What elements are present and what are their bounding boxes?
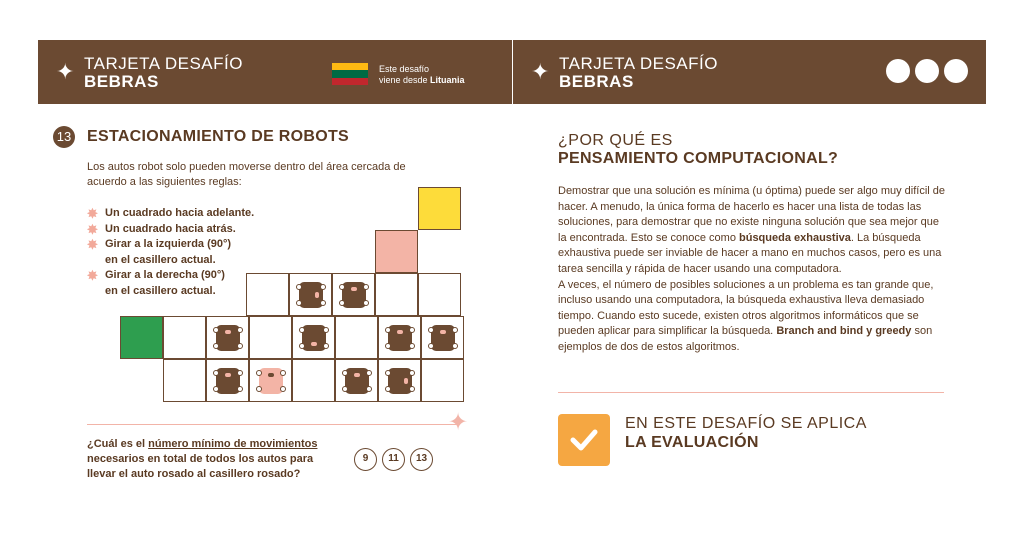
grid-cell: [249, 359, 292, 402]
answer-options: [354, 448, 433, 471]
wheel-icon: [299, 327, 305, 333]
dot-icon: [944, 59, 968, 83]
left-header: [38, 40, 512, 104]
grid-cell: [378, 359, 421, 402]
rules-list: [87, 206, 254, 299]
wheel-icon: [320, 284, 326, 290]
origin-text: Este desafío viene desde Lituania: [379, 64, 465, 85]
wheel-icon: [296, 284, 302, 290]
grid-cell: [249, 316, 292, 359]
applies-line1: EN ESTE DESAFÍO SE APLICA: [625, 415, 867, 432]
wheel-icon: [385, 370, 391, 376]
dot-icon: [886, 59, 910, 83]
asterisk-icon: ✸: [87, 206, 98, 221]
wheel-icon: [280, 370, 286, 376]
grid-cell: [421, 359, 464, 402]
wheel-icon: [339, 284, 345, 290]
wheel-icon: [323, 343, 329, 349]
asterisk-icon: ✸: [87, 237, 98, 252]
rule-item: ✸ Girar a la derecha (90°) en el casillero actual.: [87, 268, 225, 297]
wheel-icon: [280, 386, 286, 392]
brown-car-icon: [216, 325, 240, 351]
brown-car-icon: [388, 325, 412, 351]
grid-cell: [163, 316, 206, 359]
grid-cell: [332, 273, 375, 316]
asterisk-icon: ✸: [87, 221, 98, 237]
grid-cell: [335, 316, 378, 359]
sparkle-icon: ✦: [531, 59, 550, 84]
right-header: [513, 40, 986, 104]
asterisk-icon: ✸: [87, 268, 98, 283]
wheel-icon: [409, 343, 415, 349]
wheel-icon: [237, 386, 243, 392]
grid-cell: [289, 273, 332, 316]
applies-line2: LA EVALUACIÓN: [625, 434, 759, 451]
brown-car-icon: [388, 368, 412, 394]
grid-cell: [335, 359, 378, 402]
wheel-icon: [452, 327, 458, 333]
wheel-icon: [256, 370, 262, 376]
why-heading-line2: PENSAMIENTO COMPUTACIONAL?: [558, 150, 839, 167]
pink-car-icon: [259, 368, 283, 394]
wheel-icon: [213, 370, 219, 376]
wheel-icon: [237, 343, 243, 349]
brown-car-icon: [299, 282, 323, 308]
brown-car-icon: [216, 368, 240, 394]
wheel-icon: [363, 284, 369, 290]
wheel-icon: [213, 327, 219, 333]
wheel-icon: [299, 343, 305, 349]
wheel-icon: [409, 386, 415, 392]
question-title: ESTACIONAMIENTO DE ROBOTS: [87, 128, 350, 145]
option-11[interactable]: 11: [382, 448, 405, 471]
wheel-icon: [213, 343, 219, 349]
wheel-icon: [237, 370, 243, 376]
grid-cell: [378, 316, 421, 359]
wheel-icon: [237, 327, 243, 333]
rule-item: ✸ Un cuadrado hacia adelante.: [87, 206, 255, 221]
wheel-icon: [409, 370, 415, 376]
wheel-icon: [409, 327, 415, 333]
sparkle-icon: ✦: [56, 59, 75, 84]
option-9[interactable]: 9: [354, 448, 377, 471]
rule-item: ✸ Un cuadrado hacia atrás.: [87, 221, 236, 237]
pink-target-cell: [375, 230, 418, 273]
grid-cell: [418, 273, 461, 316]
divider: [87, 424, 457, 425]
green-start-cell: [120, 316, 163, 359]
explanation-text: Demostrar que una solución es mínima (u óptima) puede ser algo muy difícil de hacer. A menudo, la única forma de hacerlo es hacer una lista de todas las soluciones, para demostrar que no existe ninguna solución que sea mejor que la encontrada. Esto se conoce como búsqueda exhaustiva. La búsqueda exhaustiva puede ser inviable de hacer a mano en muchos casos, pero es una tarea sencilla y rápida de hacer usando una computadora. A veces, el número de posibles soluciones a un problema es tan grande que, incluso usando una computadora, la búsqueda exhaustiva lleva demasiado tiempo. Cuando esto sucede, existen otros algoritmos informáticos que se pueden aplicar para simplificar la búsqueda. Branch and bind y greedy son ejemplos de dos de estos algoritmos.: [558, 185, 946, 353]
wheel-icon: [213, 386, 219, 392]
option-13[interactable]: 13: [410, 448, 433, 471]
brown-car-icon: [302, 325, 326, 351]
wheel-icon: [452, 343, 458, 349]
divider: [558, 392, 944, 393]
why-heading-line1: ¿POR QUÉ ES: [558, 132, 673, 149]
wheel-icon: [385, 386, 391, 392]
grid-cell: [292, 316, 335, 359]
yellow-target-cell: [418, 187, 461, 230]
question-number: 13: [53, 126, 75, 148]
grid-cell: [375, 273, 418, 316]
wheel-icon: [323, 327, 329, 333]
wheel-icon: [428, 343, 434, 349]
grid-cell: [163, 359, 206, 402]
question-intro: Los autos robot solo pueden moverse dentro del área cercada de acuerdo a las siguientes reglas:: [87, 161, 406, 188]
lithuania-flag-icon: [332, 63, 368, 85]
wheel-icon: [256, 386, 262, 392]
question-prompt: ¿Cuál es el número mínimo de movimientos necesarios en total de todos los autos para llevar el auto rosado al casillero rosado?: [87, 438, 318, 480]
grid-cell: [206, 316, 249, 359]
card-title: TARJETA DESAFÍO BEBRAS: [559, 54, 718, 91]
card-title: TARJETA DESAFÍO BEBRAS: [84, 54, 243, 91]
brown-car-icon: [345, 368, 369, 394]
wheel-icon: [363, 300, 369, 306]
wheel-icon: [366, 370, 372, 376]
grid-cell: [246, 273, 289, 316]
check-icon: [558, 414, 610, 466]
wheel-icon: [428, 327, 434, 333]
grid-cell: [206, 359, 249, 402]
dot-icon: [915, 59, 939, 83]
wheel-icon: [342, 370, 348, 376]
wheel-icon: [385, 327, 391, 333]
wheel-icon: [339, 300, 345, 306]
grid-cell: [292, 359, 335, 402]
brown-car-icon: [342, 282, 366, 308]
sparkle-icon: ✦: [448, 409, 469, 436]
wheel-icon: [366, 386, 372, 392]
grid-cell: [421, 316, 464, 359]
wheel-icon: [320, 300, 326, 306]
wheel-icon: [385, 343, 391, 349]
wheel-icon: [342, 386, 348, 392]
dots-decoration: [886, 59, 968, 83]
wheel-icon: [296, 300, 302, 306]
rule-item: ✸ Girar a la izquierda (90°) en el casillero actual.: [87, 237, 232, 266]
brown-car-icon: [431, 325, 455, 351]
